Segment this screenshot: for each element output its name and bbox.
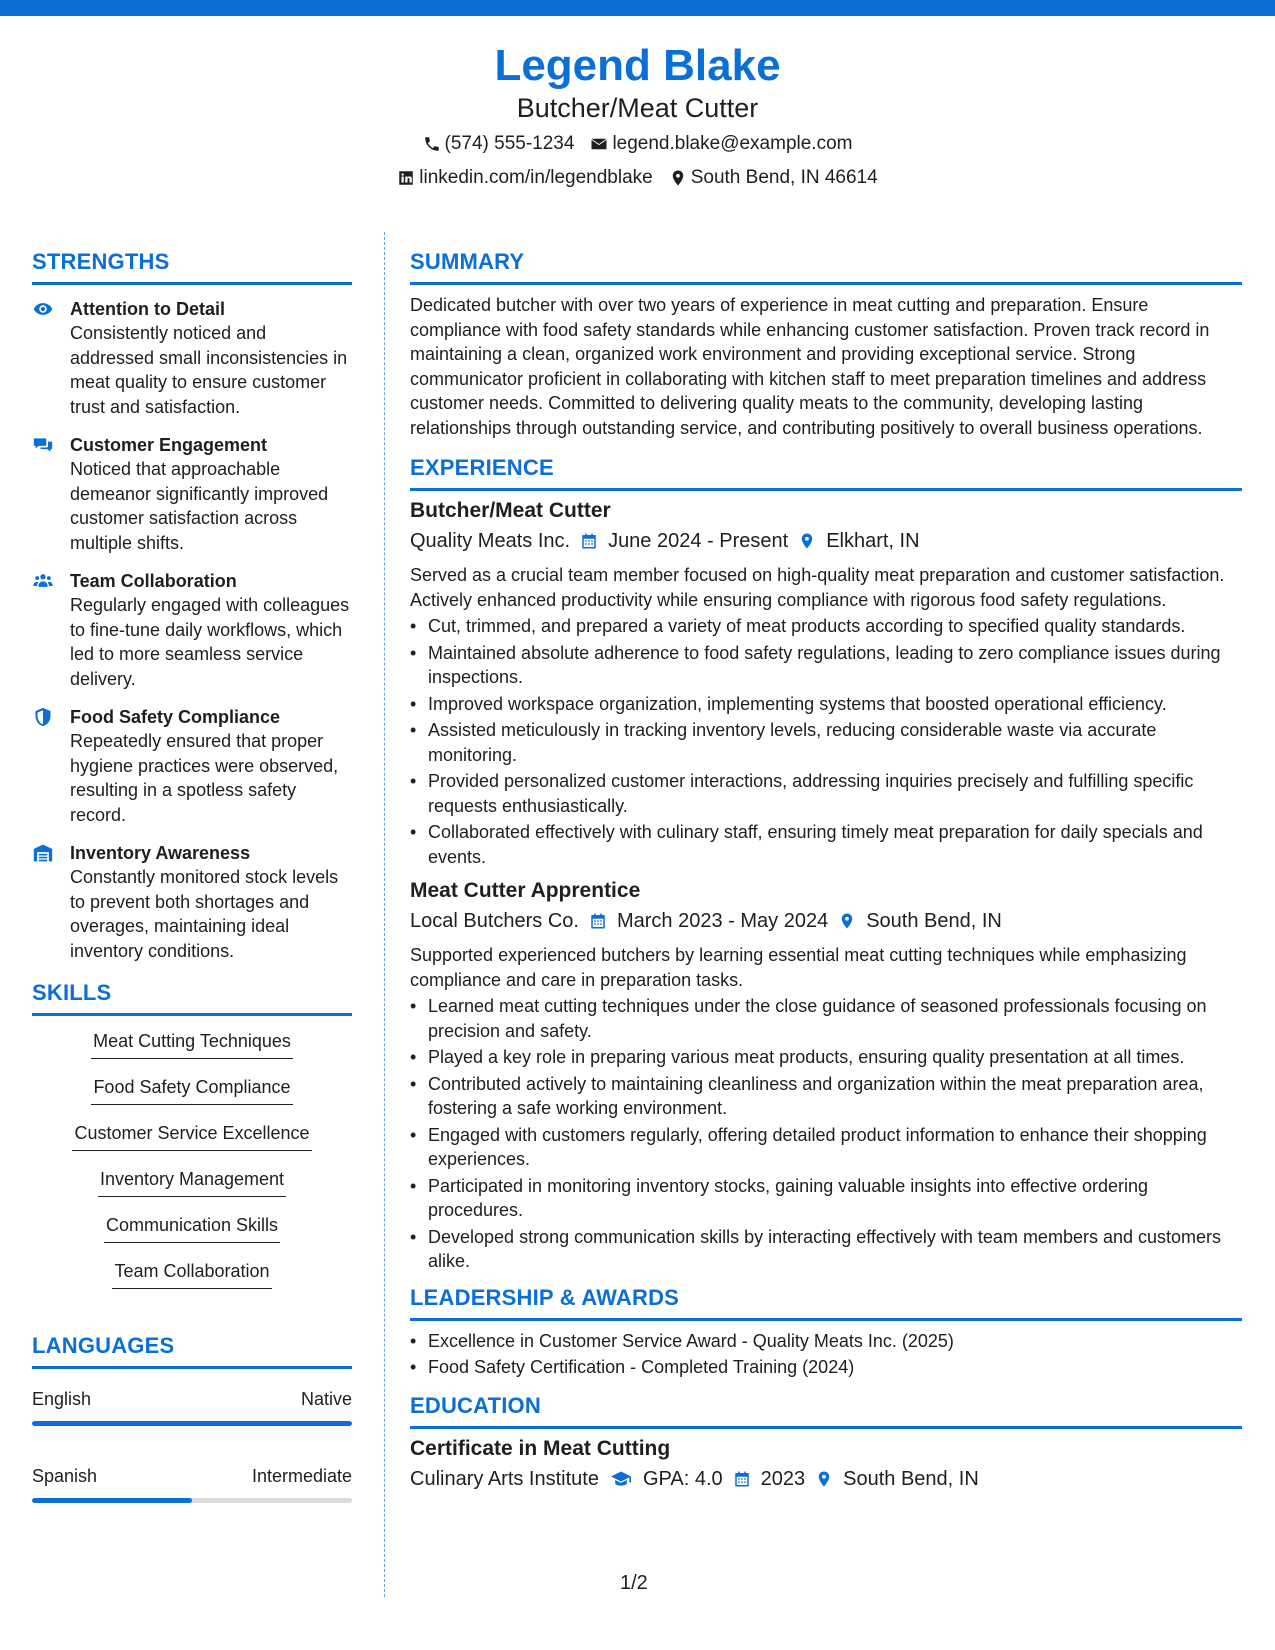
skill-tag: Meat Cutting Techniques [91,1028,293,1059]
language-proficiency-fill [32,1498,192,1503]
list-item: • Food Safety Certification - Completed Training (2024) [410,1355,1242,1380]
language-level: Intermediate [251,1466,352,1486]
skill-tag: Customer Service Excellence [72,1120,311,1151]
phone-contact[interactable] [423,130,575,158]
education-year: 2023 [760,1467,806,1490]
education-meta [410,1465,1242,1493]
candidate-role: Butcher/Meat Cutter [516,93,759,123]
section-rule [32,1366,352,1369]
list-item: • Excellence in Customer Service Award - Quality Meats Inc. (2025) [410,1329,1242,1354]
strength-item [32,841,352,963]
gpa-text: GPA: 4.0 [642,1467,723,1490]
envelope-icon [590,135,608,153]
strengths-heading: STRENGTHS [32,249,170,274]
language-proficiency-bar [32,1421,352,1426]
warehouse-icon [32,841,56,963]
map-pin-icon [838,911,856,931]
resume-header [0,40,1275,192]
education-location: South Bend, IN [843,1467,979,1490]
strength-desc: Noticed that approachable demeanor significantly improved customer satisfaction across multiple shifts. [70,459,329,553]
map-pin-icon [669,169,687,187]
experience-heading: EXPERIENCE [410,455,554,480]
list-item: • Contributed actively to maintaining cleanliness and organization within the meat preparation area, fostering a safe working environment. [410,1072,1242,1121]
strength-item [32,433,352,555]
top-accent-bar [0,0,1275,16]
calendar-icon [589,911,607,931]
contact-row-1 [0,130,1275,158]
skill-tag: Food Safety Compliance [91,1074,292,1105]
strength-title: Attention to Detail [70,299,225,319]
phone-icon [423,135,441,153]
list-item: • Maintained absolute adherence to food safety regulations, leading to zero compliance issues during inspections. [410,641,1242,690]
skills-heading: SKILLS [32,980,112,1005]
job-dates: June 2024 - Present [608,530,789,552]
language-proficiency-bar [32,1498,352,1503]
job-entry [410,497,1242,869]
language-name: Spanish [32,1466,98,1486]
linkedin-contact[interactable] [397,164,652,192]
location-contact [669,164,878,192]
strength-item [32,705,352,827]
list-item: • Improved workspace organization, implementing systems that boosted operational efficiency. [410,692,1242,717]
chat-icon [32,433,56,555]
skill-tag: Communication Skills [104,1212,280,1243]
strength-item [32,569,352,691]
section-rule [32,282,352,285]
job-entry [410,877,1242,1274]
skills-list [32,1028,352,1304]
list-item: • Cut, trimmed, and prepared a variety of meat products according to specified quality standards. [410,614,1242,639]
candidate-name: Legend Blake [494,41,781,90]
section-rule [32,1013,352,1016]
language-item [32,1387,352,1426]
contact-row-2 [0,164,1275,192]
skill-tag: Team Collaboration [112,1258,271,1289]
strength-title: Food Safety Compliance [70,707,281,727]
awards-list [410,1329,1242,1380]
strength-desc: Repeatedly ensured that proper hygiene practices were observed, resulting in a spotless safety record. [70,731,339,825]
list-item: • Developed strong communication skills by interacting effectively with team members and customers alike. [410,1225,1242,1274]
linkedin-text: linkedin.com/in/legendblake [419,167,653,188]
language-name: English [32,1389,92,1409]
location-text: South Bend, IN 46614 [690,167,878,188]
section-rule [410,1318,1242,1321]
degree-title: Certificate in Meat Cutting [410,1436,671,1460]
job-bullets [410,994,1242,1274]
job-meta [410,527,1242,555]
job-dates: March 2023 - May 2024 [616,910,829,932]
school-name: Culinary Arts Institute [410,1467,599,1490]
job-title: Meat Cutter Apprentice [410,879,641,902]
language-proficiency-fill [32,1421,352,1426]
email-contact[interactable] [590,130,852,158]
calendar-icon [580,531,598,551]
job-location: South Bend, IN [866,910,1002,932]
strength-title: Inventory Awareness [70,843,251,863]
summary-text: Dedicated butcher with over two years of experience in meat cutting and preparation. Ensure compliance with food safety standards while enhancing customer satisfaction. Proven track record in maintaining a clean, organized work environment and providing exceptional service. Strong communicator proficient in collaborating with kitchen staff to meet preparation timelines and address customer needs. Committed to delivering quality meats to the community, developing lasting relationships through outstanding service, and contributing positively to overall business operations. [410,295,1210,438]
right-column [410,248,1242,1501]
section-rule [410,488,1242,491]
summary-heading: SUMMARY [410,249,525,274]
phone-text: (574) 555-1234 [444,133,575,154]
strength-title: Customer Engagement [70,435,268,455]
strength-title: Team Collaboration [70,571,237,591]
education-heading: EDUCATION [410,1392,541,1418]
left-column [32,248,352,1529]
job-summary: Served as a crucial team member focused on high-quality meat preparation and customer satisfaction. Actively enhanced productivity while ensuring compliance with rigorous food safety regulations. [410,565,1225,610]
job-bullets [410,614,1242,869]
list-item: • Learned meat cutting techniques under the close guidance of seasoned professionals focusing on precision and safety. [410,994,1242,1043]
shield-icon [32,705,56,827]
language-level: Native [300,1389,352,1409]
users-icon [32,569,56,691]
strength-desc: Consistently noticed and addressed small inconsistencies in meat quality to ensure customer trust and satisfaction. [70,323,348,417]
job-location: Elkhart, IN [826,530,920,552]
job-summary: Supported experienced butchers by learning essential meat cutting techniques while emphasizing compliance and care in preparation tasks. [410,945,1187,990]
job-title: Butcher/Meat Cutter [410,499,611,522]
list-item: • Assisted meticulously in tracking inventory levels, reducing considerable waste via accurate monitoring. [410,718,1242,767]
column-divider [384,232,385,1597]
calendar-icon [733,1469,751,1489]
list-item: • Engaged with customers regularly, offering detailed product information to enhance their shopping experiences. [410,1123,1242,1172]
skill-tag: Inventory Management [98,1166,286,1197]
page-number: 1/2 [620,1572,648,1594]
eye-icon [32,297,56,419]
strength-desc: Regularly engaged with colleagues to fine-tune daily workflows, which led to more seamless service delivery. [70,595,350,689]
email-text: legend.blake@example.com [612,133,853,154]
list-item: • Participated in monitoring inventory stocks, gaining valuable insights into effective ordering procedures. [410,1174,1242,1223]
company-name: Local Butchers Co. [410,910,579,932]
languages-heading: LANGUAGES [32,1333,175,1358]
map-pin-icon [798,531,816,551]
strength-desc: Constantly monitored stock levels to prevent both shortages and overages, maintaining ideal inventory conditions. [70,867,339,961]
list-item: • Played a key role in preparing various meat products, ensuring quality presentation at all times. [410,1045,1242,1070]
job-meta [410,907,1242,935]
graduation-cap-icon [609,1469,633,1489]
list-item: • Collaborated effectively with culinary staff, ensuring timely meat preparation for daily specials and events. [410,820,1242,869]
section-rule [410,1426,1242,1429]
map-pin-icon [815,1469,833,1489]
section-rule [410,282,1242,285]
language-item [32,1464,352,1503]
list-item: • Provided personalized customer interactions, addressing inquiries precisely and fulfilling specific requests enthusiastically. [410,769,1242,818]
linkedin-icon [397,169,415,187]
awards-heading: LEADERSHIP & AWARDS [410,1284,680,1310]
strength-item [32,297,352,419]
company-name: Quality Meats Inc. [410,530,571,552]
